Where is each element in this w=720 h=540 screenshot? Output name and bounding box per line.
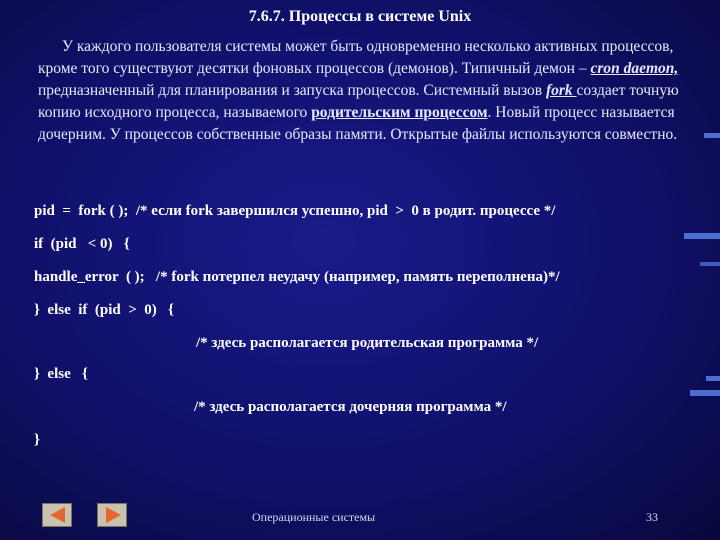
code-line: } else { xyxy=(34,366,88,382)
code-line: /* здесь располагается дочерняя программа */ xyxy=(194,399,507,415)
code-line: } else if (pid > 0) { xyxy=(34,302,174,318)
intro-paragraph xyxy=(38,36,708,146)
intro-text: создает точную копию исходного процесса, называемого xyxy=(38,82,679,121)
code-line: } xyxy=(34,432,40,448)
code-line: pid = fork ( ); /* если fork завершился успешно, pid > 0 в родит. процессе */ xyxy=(34,203,556,219)
next-slide-button[interactable] xyxy=(97,503,127,527)
footer-title: Операционные системы xyxy=(252,510,376,524)
daemon-term: cron daemon, xyxy=(590,60,679,77)
intro-text: предназначенный для планирования и запуска процессов. Системный вызов xyxy=(38,82,546,99)
fork-term: fork xyxy=(545,82,577,99)
slide-title: 7.6.7. Процессы в системе Unix xyxy=(248,8,472,25)
decor-stripe xyxy=(706,376,720,381)
decor-stripe xyxy=(684,233,720,239)
prev-slide-button[interactable] xyxy=(42,503,72,527)
triangle-left-icon xyxy=(50,507,65,523)
code-line: /* здесь располагается родительская программа */ xyxy=(196,335,539,351)
page-number: 33 xyxy=(646,510,658,524)
decor-stripe xyxy=(690,390,720,396)
intro-text: У каждого пользователя системы может быть одновременно несколько активных процессов, кроме того существуют десятки фоновых процессов (демонов). Типичный демон – xyxy=(38,38,674,77)
intro-text: . Новый процесс называется дочерним. У процессов собственные образы памяти. Открытые файлы используются совместно. xyxy=(38,104,678,143)
code-line: if (pid < 0) { xyxy=(34,236,130,252)
triangle-right-icon xyxy=(106,507,121,523)
code-line: handle_error ( ); /* fork потерпел неудачу (например, память переполнена)*/ xyxy=(34,269,560,285)
parent-process-term: родительским процессом xyxy=(311,104,488,121)
decor-stripe xyxy=(700,262,720,266)
